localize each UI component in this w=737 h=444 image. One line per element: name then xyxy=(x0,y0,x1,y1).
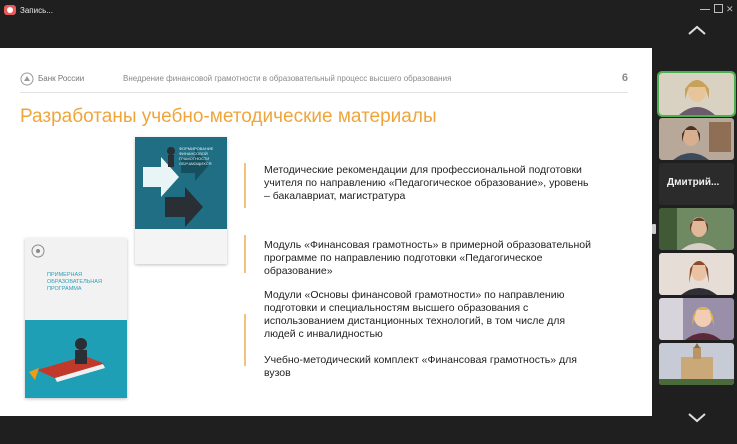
bank-name: Банк России xyxy=(38,74,85,83)
participant-video xyxy=(659,73,734,115)
recording-indicator[interactable] xyxy=(4,3,53,17)
participant-video xyxy=(659,208,734,250)
material-item: Методические рекомендации для профессиональной подготовки учителя по направлению «Педагогическое образование», уровень – бакалавриат, магистратура xyxy=(264,164,589,202)
participant-video-tile[interactable] xyxy=(659,343,734,385)
shared-slide xyxy=(0,48,652,416)
panel-toggle-handle[interactable] xyxy=(652,224,656,234)
participant-video-tile[interactable] xyxy=(659,298,734,340)
book-cover-program xyxy=(25,238,127,398)
participant-video xyxy=(659,298,734,340)
page-number: 6 xyxy=(621,72,628,84)
participant-video-tile[interactable] xyxy=(659,208,734,250)
header-title: Внедрение финансовой грамотности в образовательный процесс высшего образования xyxy=(123,74,452,83)
book1-title: ФОРМИРОВАНИЕ ФИНАНСОВОЙ ГРАМОТНОСТИ ОБУЧАЮЩИХСЯ xyxy=(179,146,214,166)
emblem-icon xyxy=(31,244,45,258)
slide-title: Разработаны учебно-методические материалы xyxy=(20,106,437,127)
divider xyxy=(244,314,246,366)
window-topbar xyxy=(0,0,737,20)
book2-cover-art xyxy=(25,320,127,398)
scroll-down-chevron-icon[interactable] xyxy=(688,410,706,428)
participant-name-tile[interactable] xyxy=(659,163,734,205)
book2-title: ПРИМЕРНАЯ ОБРАЗОВАТЕЛЬНАЯ ПРОГРАММА xyxy=(47,272,102,292)
bank-logo-icon xyxy=(20,72,34,86)
material-item: Учебно-методический комплект «Финансовая грамотность» для вузов xyxy=(264,354,577,379)
maximize-icon[interactable] xyxy=(714,4,723,13)
close-icon[interactable]: ✕ xyxy=(726,4,734,14)
record-icon xyxy=(4,5,16,15)
material-item: Модули «Основы финансовой грамотности» по направлению подготовки и специальностям высшего образования с использованием дистанционных технологий, в том числе для людей с инвалидностью xyxy=(264,289,566,340)
material-item: Модуль «Финансовая грамотность» в примерной образовательной программе по направлению подготовки «Педагогическое образование» xyxy=(264,239,591,277)
minimize-icon[interactable] xyxy=(700,3,710,10)
participant-video xyxy=(659,253,734,295)
divider xyxy=(244,235,246,273)
participant-video-tile[interactable] xyxy=(659,118,734,160)
participant-video-tile[interactable] xyxy=(659,253,734,295)
participant-name: Дмитрий... xyxy=(667,177,720,188)
participant-video xyxy=(659,343,734,385)
participant-video xyxy=(659,118,734,160)
slide-header xyxy=(20,70,628,93)
book-cover-methodology xyxy=(135,137,227,264)
recording-label: Запись... xyxy=(20,5,53,15)
scroll-up-chevron-icon[interactable] xyxy=(688,22,706,40)
participant-video-tile[interactable] xyxy=(659,73,734,115)
divider xyxy=(244,163,246,208)
